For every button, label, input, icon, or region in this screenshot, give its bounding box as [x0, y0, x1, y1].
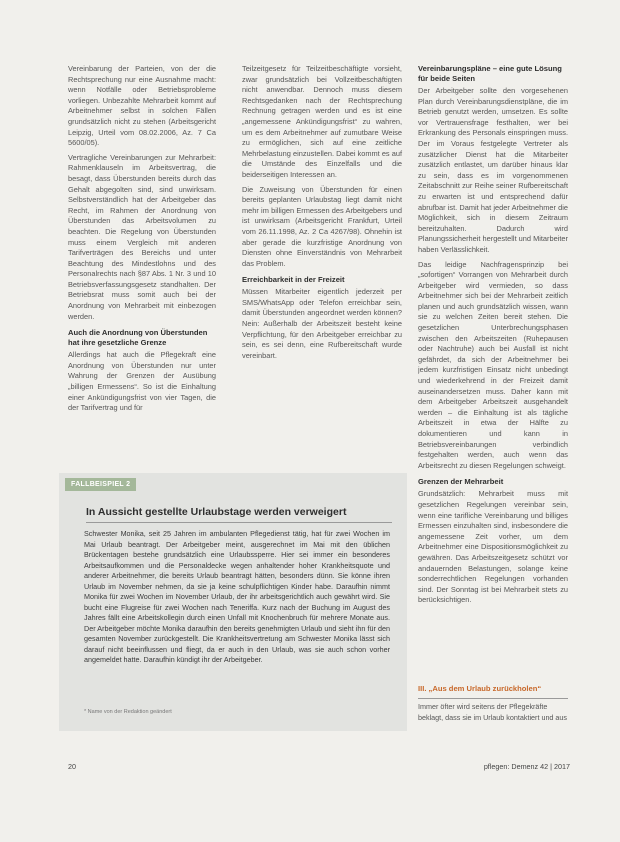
paragraph: Die Zuweisung von Überstunden für einen bereits geplanten Urlaubstag liegt damit nicht mehr im billigen Ermessen des Arbeitgebers und ist unwirksam (Arbeitsgericht Frankfurt, Urteil vom 26.11.1998, Az. 2 Ca 4267/98). Ohnehin ist aber gerade die kurzfristige Anordnung von Diensten ohne Einverständnis von Mehrarbeit das Problem.: [242, 184, 402, 268]
paragraph: Teilzeitgesetz für Teilzeitbeschäftigte vorsieht, zwar grundsätzlich bei Vollzeitbeschäftigten nicht anwendbar. Dennoch muss diesem Rechtsgedanken nach der Rechtsprechung Rechnung getragen werden und es ist eine „angemessene Ankündigungsfrist“ zu wahren, um es dem Arbeitnehmer auf zumutbare Weise zu ermöglichen, sich auf eine zeitliche Mehrbelastung einzustellen. Dabei kommt es auf die Umstände des Einzelfalls und die beiderseitigen Interessen an.: [242, 64, 402, 179]
text-column-middle: [242, 64, 402, 365]
section-heading: Grenzen der Mehrarbeit: [418, 477, 504, 487]
case-study-box: [59, 473, 407, 731]
text-column-right: [418, 64, 568, 676]
paragraph: Vereinbarung der Parteien, von der die Rechtsprechung nur eine Ausnahme macht: wenn Notfälle oder Betriebsprobleme vorliegen. Unbezahlte Mehrarbeit kommt auf Arbeitnehmer selbst in solchen Fällen grundsätzlich nicht zu stehen (Arbeitsgericht Leipzig, Urteil vom 08.02.2006, Az. 7 Ca 5600/05).: [68, 64, 216, 148]
paragraph: Das leidige Nachfragensprinzip bei „sofortigen“ Vorrangen von Mehrarbeit durch Arbeitgeber wird vermieden, so dass Arbeitnehmer sich bei der Mehrarbeit zeitlich planen und auch grundsätzlich wissen, wann sie zu welchen Zeiten bereit stehen. Die gesetzlichen Unterbrechungsphasen zwischen den Arbeitszeiten (Ruhepausen oder Nachtruhe) auch bei Ausfall ist nicht gefährdet, da sich der Arbeitnehmer bei jedem kurzfristigen Einsatz nicht unbedingt und wiederkehrend in der Freizeit damit auseinandersetzen muss. Daher kann mit dem Arbeitgeber Arbeitszeit ausgehandelt werden – die Einhaltung ist als tägliche Arbeitszeit in etwa der Hälfte zu dokumentieren und kann in Betriebsvereinbarungen verbindlich festgehalten werden, auch wenn das Arbeitsrecht zu diesen Regelungen schweigt.: [418, 259, 568, 470]
section-heading: Erreichbarkeit in der Freizeit: [242, 275, 345, 285]
case-study-body: Schwester Monika, seit 25 Jahren im ambulanten Pflegedienst tätig, hat für zwei Wochen im Mai Urlaub beantragt. Der Arbeitgeber meint, ausgerechnet im Mai mit den üblichen Brückentagen bestehe grundsätzlich eine Urlaubssperre. Hier sei immer ein besonderes Arbeitsaufkommen und die Personaldecke wegen anhaltender hoher Krankheitsquote und anderer Arbeitnehmer, die bereits Urlaub beantragt hätten, besonders dünn. Sie könne ihren Urlaub im November nehmen, da sie ja keine schulpflichtigen Kinder habe. Daraufhin nimmt Monika für zwei Wochen im November Urlaub, der ihr arbeitsgerichtlich auch gewährt wird. Sie bucht eine Flugreise für zwei Wochen nach Teneriffa. Kurz nach der Buchung im August des Jahres fällt eine Arbeitskollegin durch einen Unfall mit Knochenbruch für mehrere Monate aus. Der Arbeitgeber möchte Monika daraufhin den bereits genehmigten Urlaub und sieht ihn für den gesamten November zurückgestellt. Die Krankheitsvertretung am Schwester Monika lässt sich darauf nicht beeinflussen und fliegt, da er auch in den Urlaub, was sie auch schon vorher angemeldet hatte. Daraufhin kündigt ihr der Arbeitgeber.: [84, 529, 390, 664]
paragraph: Vertragliche Vereinbarungen zur Mehrarbeit: Rahmenklauseln im Arbeitsvertrag, die besagt, dass Überstunden bereits durch das Gehalt abgegolten sind, sind unwirksam. Selbstverständlich hat der Arbeitgeber das Recht, im Rahmen der Anordnung von Überstunden das Arbeitsvolumen zu beachten. Die Regelung von Überstunden muss einem Vergleich mit anderen Tarifverträgen des Bereichs und unter Beachtung des Mindestlohns und des Personalrechts nach §87 Abs. 1 Nr. 3 und 10 Betriebsverfassungsgesetz standhalten. Der Betriebsrat muss somit auch bei der Anordnung von Mehrarbeit mit einbezogen werden.: [68, 152, 216, 321]
divider: [418, 698, 568, 699]
paragraph: Der Arbeitgeber sollte den vorgesehenen Plan durch Vereinbarungsdienstpläne, die im Betrieb genutzt werden, umsetzen. Es sollte vor Vertrauensfrage festhalten, wer bei Erkrankung des Personals einspringen muss. Der im Voraus festgelegte Vertreter als zusätzlicher Dienst hat die Mitarbeiter zusätzlich entlastet, um darüber hinaus klar zu sein, dass es im vorgenommenen Zeitabschnitt zur Reihe seiner Rufbereitschaft zu erwarten ist und entsprechend dafür abrufbar ist. Damit hat jeder Arbeitnehmer die Möglichkeit, sich in diesem Zeitraum bereitzuhalten. Dadurch wird Planungssicherheit hergestellt und Mitarbeiter haben Verlässlichkeit.: [418, 86, 568, 254]
page-number: 20: [68, 762, 76, 771]
publication-name: pflegen: Demenz 42 | 2017: [483, 762, 570, 771]
text-column-left: [68, 64, 216, 418]
section-three-title: III. „Aus dem Urlaub zurückholen“: [418, 684, 542, 693]
case-study-tag: FALLBEISPIEL 2: [65, 478, 136, 491]
paragraph: Müssen Mitarbeiter eigentlich jederzeit per SMS/WhatsApp oder Telefon erreichbar sein, damit Überstunden angeordnet werden können? Nein: Außerhalb der Arbeitszeit besteht keine Verpflichtung, für den Arbeitgeber erreichbar zu sein, es sei denn, eine Rufbereitschaft wurde vereinbart.: [242, 287, 402, 360]
section-three-text: Immer öfter wird seitens der Pflegekräfte beklagt, dass sie im Urlaub kontaktiert und aus: [418, 702, 568, 722]
section-heading: Auch die Anordnung von Überstunden hat ihre gesetzliche Grenze: [68, 328, 208, 348]
case-study-footnote: * Name von der Redaktion geändert: [84, 709, 172, 715]
paragraph: Grundsätzlich: Mehrarbeit muss mit gesetzlichen Regelungen vereinbar sein, wenn eine tarifliche Vereinbarung und billiges Ermessen einzuhalten sind, insbesondere die angemessene Zeit vorher, um dem Arbeitnehmer eine Dispositionsmöglichkeit zu gewähren. Das Arbeitszeitgesetz schützt vor andauernden Belastungen, solange keine sonderrechtlichen Regelungen vorhanden sind. Der Sonntag ist bei Mehrarbeit stets zu berücksichtigen.: [418, 489, 568, 605]
section-three: [418, 684, 568, 723]
section-heading: Vereinbarungspläne – eine gute Lösung für beide Seiten: [418, 64, 562, 83]
paragraph: Allerdings hat auch die Pflegekraft eine Anordnung von Überstunden nur unter Wahrung der Grenzen der Ausübung „billigen Ermessens“. So ist die Einhaltung einer Ankündigungsfrist von vier Tagen, die der Tarifvertrag und für: [68, 350, 216, 413]
divider: [86, 522, 392, 523]
case-study-title: In Aussicht gestellte Urlaubstage werden verweigert: [86, 506, 347, 518]
